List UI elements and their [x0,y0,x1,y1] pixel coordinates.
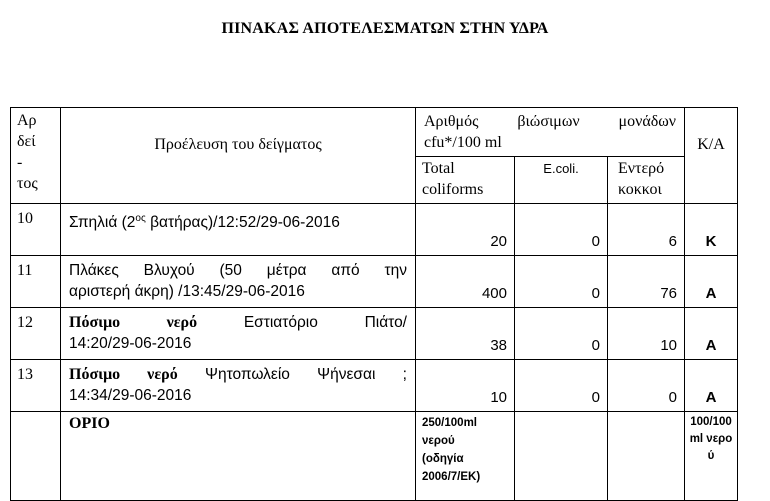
sample-source: Πλάκες Βλυχού (50 μέτρα από την αριστερή άκρη) /13:45/29-06-2016 [61,256,416,308]
header-grade: Κ/Α [685,108,738,204]
results-table [10,107,738,501]
limit-enterococci-cell [608,412,685,501]
header-viable-units [416,108,685,157]
total-coliforms-value: 20 [416,204,515,256]
sample-number: 13 [11,360,61,412]
grade-value: Κ [685,204,738,256]
enterococci-value: 76 [608,256,685,308]
enterococci-value: 0 [608,360,685,412]
header-total-coliforms: Total coliforms [416,157,515,204]
ecoli-value: 0 [515,308,608,360]
header-sample-number: Αρ δεί - τος [11,108,61,204]
limit-row [11,412,738,501]
limit-ecoli-cell [515,412,608,501]
header-ecoli: E.coli. [515,157,608,204]
enterococci-value: 10 [608,308,685,360]
limit-value: 250/100ml νερού (οδηγία 2006/7/ΕΚ) [416,412,515,501]
sample-number: 10 [11,204,61,256]
total-coliforms-value: 10 [416,360,515,412]
grade-value: Α [685,360,738,412]
grade-value: Α [685,308,738,360]
header-row [11,108,738,157]
header-units-line2: cfu*/100 ml [424,134,502,151]
sample-number: 12 [11,308,61,360]
ecoli-value: 0 [515,360,608,412]
limit-label: ΟΡΙΟ [61,412,416,501]
table-row [11,308,738,360]
total-coliforms-value: 38 [416,308,515,360]
sample-source: Σπηλιά ($2^{o\varsigma}$ βατήρας)/12:52/29-06-2016 [61,204,416,256]
grade-value: Α [685,256,738,308]
document-title: ΠΙΝΑΚΑΣ ΑΠΟΤΕΛΕΣΜΑΤΩΝ ΣΤΗΝ ΥΔΡΑ [221,20,549,37]
table-row [11,204,738,256]
ecoli-value: 0 [515,256,608,308]
table-row [11,256,738,308]
sample-source: Πόσιμο νερό Εστιατόριο Πιάτο/ 14:20/29-06-2016 [61,308,416,360]
sample-number: 11 [11,256,61,308]
ecoli-value: 0 [515,204,608,256]
header-units-line1: Αριθμός βιώσιμων μονάδων [424,113,676,130]
limit-number-cell [11,412,61,501]
sample-source: Πόσιμο νερό Ψητοπωλείο Ψήνεσαι ; 14:34/29-06-2016 [61,360,416,412]
limit-grade: 100/100ml νερού [685,412,738,501]
total-coliforms-value: 400 [416,256,515,308]
table-row [11,360,738,412]
header-enterococci: Εντερό κοκκοι [608,157,685,204]
header-sample-source: Προέλευση του δείγματος [61,108,416,204]
enterococci-value: 6 [608,204,685,256]
